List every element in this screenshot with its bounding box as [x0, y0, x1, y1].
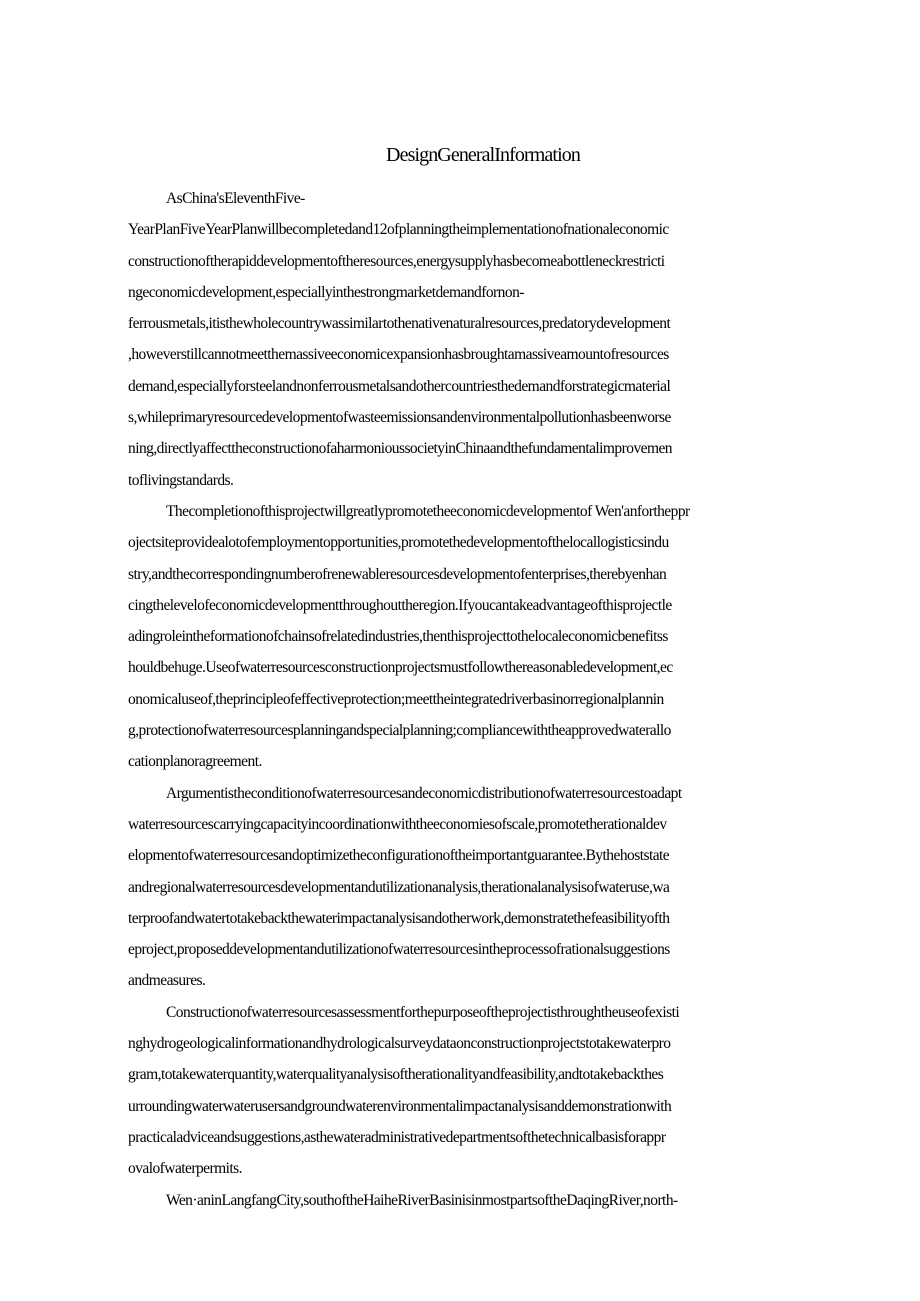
paragraph-line: andmeasures.	[128, 972, 206, 990]
paragraph-line: ,howeverstillcannotmeetthemassiveeconomicexpansionhasbroughtamassiveamountofresources	[128, 346, 669, 364]
document-title: DesignGeneralInformation	[386, 144, 580, 166]
paragraph-first-line: Thecompletionofthisprojectwillgreatlypromotetheeconomicdevelopmentof Wen'anfortheppr	[166, 502, 690, 520]
paragraph-line: g,protectionofwaterresourcesplanningandspecialplanning;compliancewiththeapprovedwaterallo	[128, 722, 671, 740]
paragraph-first-line: Constructionofwaterresourcesassessmentforthepurposeoftheprojectisthroughtheuseofexisti	[166, 1003, 680, 1021]
paragraph-line: ovalofwaterpermits.	[128, 1160, 242, 1178]
paragraph-line: onomicaluseof,theprincipleofeffectiveprotection;meettheintegratedriverbasinorregionalplannin	[128, 690, 664, 708]
paragraph-first-line: AsChina'sEleventhFive-	[166, 190, 305, 207]
paragraph-line: ojectsiteprovidealotofemploymentopportunities,promotethedevelopmentofthelocallogisticsindu	[128, 534, 669, 552]
paragraph-line: toflivingstandards.	[128, 471, 234, 489]
paragraph-line: andregionalwaterresourcesdevelopmentandutilizationanalysis,therationalanalysisofwateruse,wa	[128, 878, 670, 896]
paragraph-line: practicaladviceandsuggestions,asthewateradministrativedepartmentsofthetechnicalbasisforappr	[128, 1128, 666, 1146]
document-body	[128, 183, 839, 1216]
paragraph-line: terproofandwatertotakebackthewaterimpactanalysisandotherwork,demonstratethefeasibilityofth	[128, 909, 670, 927]
paragraph-first-line: Wen·aninLangfangCity,southoftheHaiheRiverBasinisinmostpartsoftheDaqingRiver,north-	[166, 1191, 678, 1209]
paragraph-line: gram,totakewaterquantity,waterqualityanalysisoftherationalityandfeasibility,andtotakebackthes	[128, 1066, 664, 1084]
paragraph-line: s,whileprimaryresourcedevelopmentofwasteemissionsandenvironmentalpollutionhasbeenworse	[128, 409, 671, 427]
paragraph-line: stry,andthecorrespondingnumberofrenewableresourcesdevelopmentofenterprises,therebyenhan	[128, 565, 667, 583]
paragraph-first-line: Argumentistheconditionofwaterresourcesandeconomicdistributionofwaterresourcestoadapt	[166, 784, 682, 802]
paragraph-line: adingroleintheformationofchainsofrelatedindustries,thenthisprojecttothelocaleconomicbenefitss	[128, 628, 668, 646]
paragraph-line: ngeconomicdevelopment,especiallyinthestrongmarketdemandfornon-	[128, 283, 524, 301]
paragraph-line: elopmentofwaterresourcesandoptimizetheconfigurationoftheimportantguarantee.Bythehoststate	[128, 847, 670, 865]
paragraph-line: urroundingwaterwaterusersandgroundwaterenvironmentalimpactanalysisanddemonstrationwith	[128, 1097, 672, 1115]
paragraph-line: houldbehuge.Useofwaterresourcesconstructionprojectsmustfollowthereasonabledevelopment,ec	[128, 659, 673, 677]
paragraph-line: cingthelevelofeconomicdevelopmentthroughouttheregion.Ifyoucantakeadvantageofthisprojectle	[128, 596, 672, 614]
paragraph-line: waterresourcescarryingcapacityincoordinationwiththeeconomiesofscale,promotetherationaldev	[128, 815, 667, 833]
paragraph-line: cationplanoragreement.	[128, 753, 262, 771]
paragraph-line: constructionoftherapiddevelopmentoftheresources,energysupplyhasbecomeabottleneckrestricti	[128, 252, 665, 270]
paragraph-line: nghydrogeologicalinformationandhydrologicalsurveydataonconstructionprojectstotakewaterpro	[128, 1035, 671, 1053]
paragraph-line: ning,directlyaffecttheconstructionofaharmonioussocietyinChinaandthefundamentalimprovemen	[128, 440, 673, 458]
paragraph-line: ferrousmetals,itisthewholecountrywassimilartothenativenaturalresources,predatorydevelopment	[128, 315, 671, 333]
paragraph-line: eproject,proposeddevelopmentandutilizationofwaterresourcesintheprocessofrationalsuggestions	[128, 941, 670, 959]
paragraph-line: YearPlanFiveYearPlanwillbecompletedand12ofplanningtheimplementationofnationaleconomic	[128, 221, 669, 239]
paragraph-line: demand,especiallyforsteelandnonferrousmetalsandothercountriesthedemandforstrategicmaterial	[128, 377, 671, 395]
